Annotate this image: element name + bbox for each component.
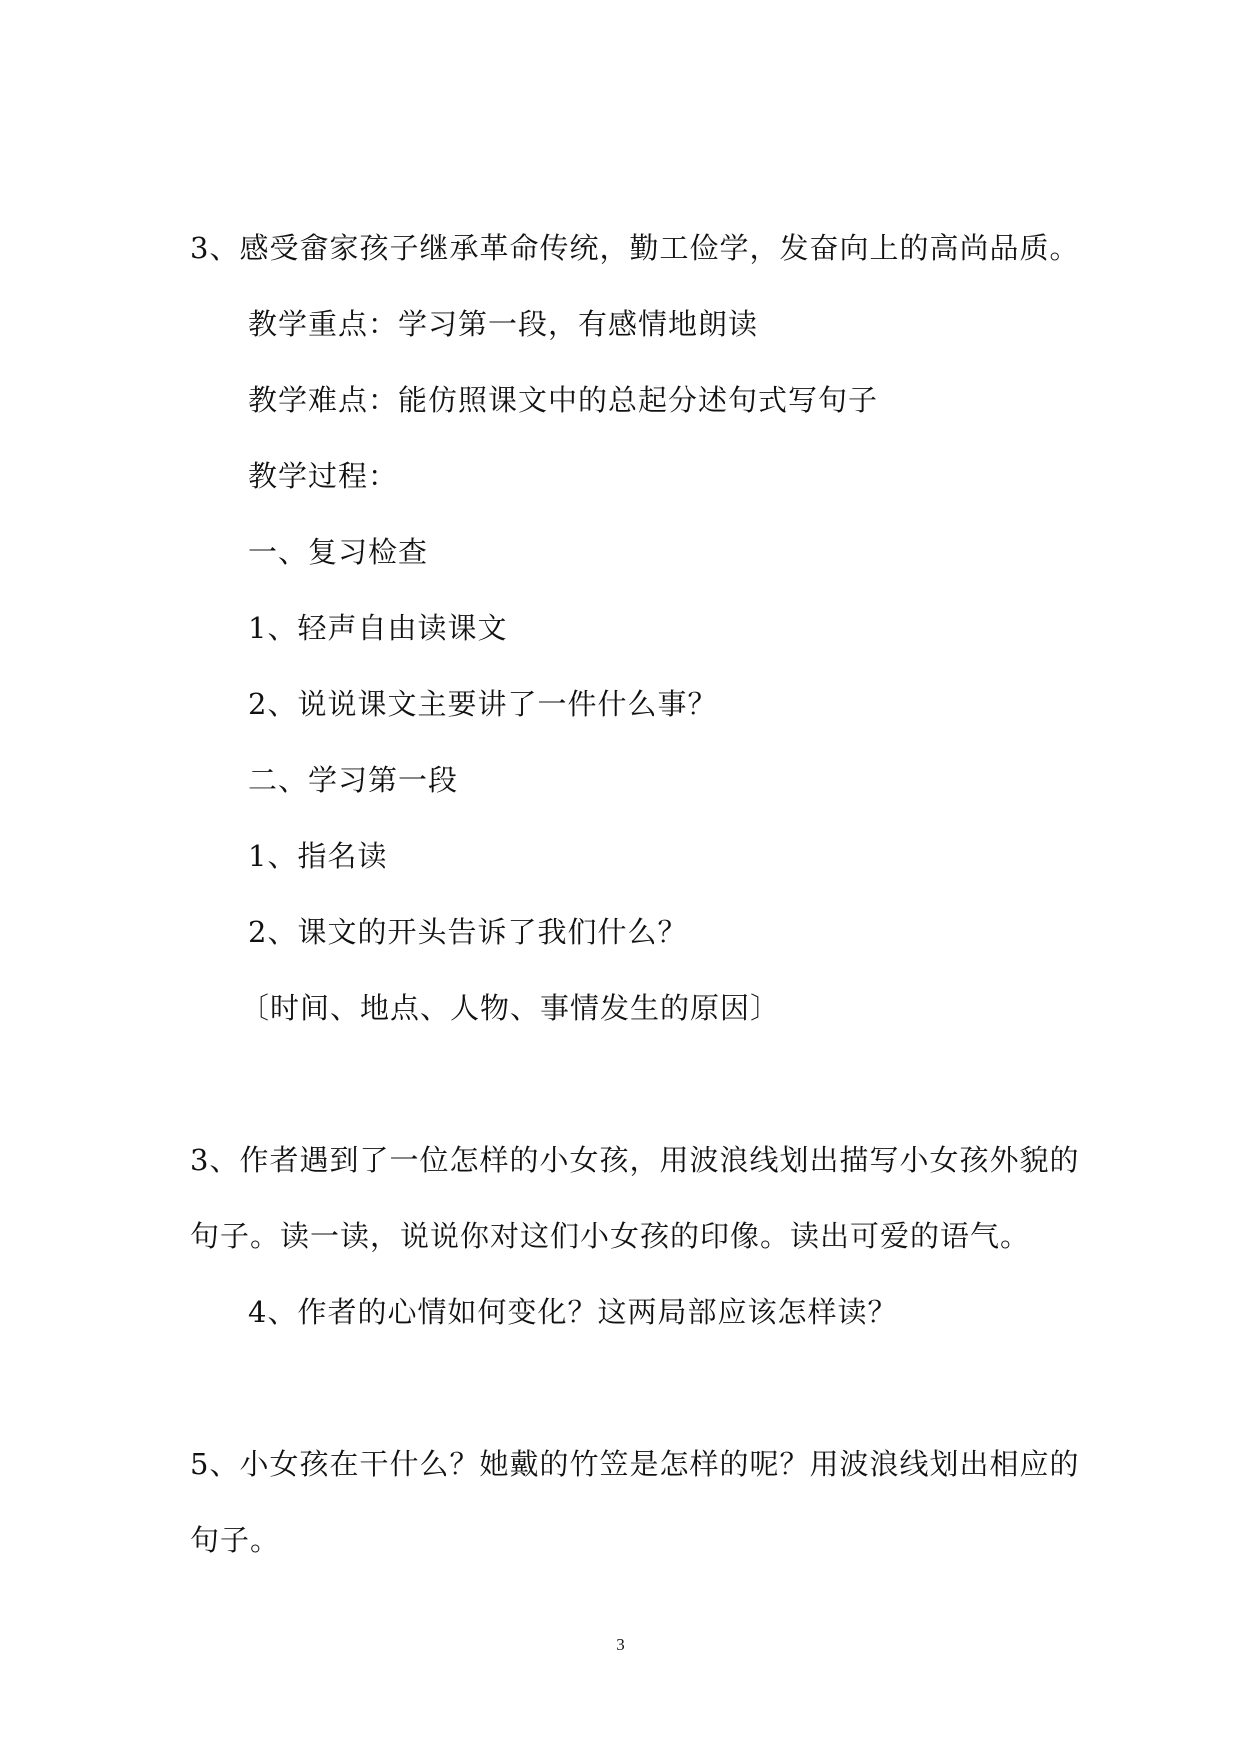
question-line-continued: 句子。 [190,1523,281,1557]
list-item: 2、说说课文主要讲了一件什么事？ [248,687,718,721]
section-heading-review: 一、复习检查 [248,535,429,569]
page-number: 3 [616,1635,625,1654]
list-item: 1、轻声自由读课文 [248,611,508,645]
teaching-process-heading: 教学过程： [248,459,399,493]
list-item: 1、指名读 [248,839,388,873]
question-line: 5、小女孩在干什么？她戴的竹笠是怎样的呢？用波浪线划出相应的 [190,1447,1080,1481]
question-line: 3、作者遇到了一位怎样的小女孩，用波浪线划出描写小女孩外貌的 [190,1143,1080,1177]
list-item: 2、课文的开头告诉了我们什么？ [248,915,688,949]
teaching-difficulty: 教学难点：能仿照课文中的总起分述句式写句子 [248,383,879,417]
section-heading-first-paragraph: 二、学习第一段 [248,763,459,797]
question-line-continued: 句子。读一读，说说你对这们小女孩的印像。读出可爱的语气。 [190,1219,1031,1253]
bracket-note: 〔时间、地点、人物、事情发生的原因〕 [240,991,781,1025]
objective-line-3: 3、感受畲家孩子继承革命传统，勤工俭学，发奋向上的高尚品质。 [190,231,1080,265]
teaching-focus: 教学重点：学习第一段，有感情地朗读 [248,307,759,341]
question-line: 4、作者的心情如何变化？这两局部应该怎样读？ [248,1295,898,1329]
